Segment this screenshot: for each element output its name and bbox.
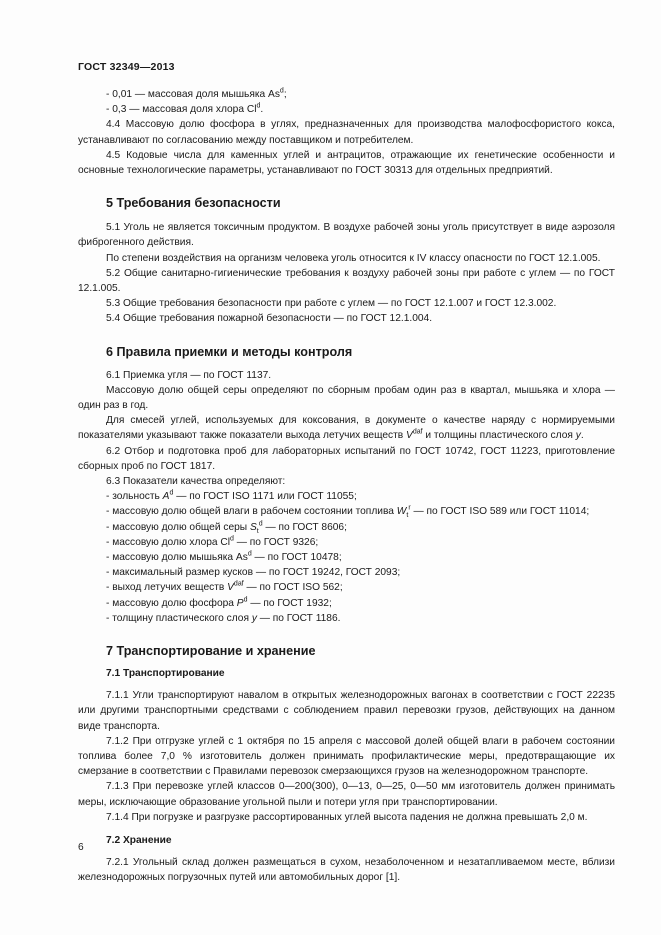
- section-6-heading: 6 Правила приемки и методы контроля: [106, 344, 353, 359]
- paragraph-6-1-b: Массовую долю общей серы определяют по сборным пробам один раз в квартал, мышьяка и хлора — один раз в год.: [78, 384, 615, 412]
- paragraph-5-2: 5.2 Общие санитарно-гигиенические требования к воздуху рабочей зоны при работе с углем — по ГОСТ 12.1.005.: [78, 267, 615, 295]
- paragraph-5-1: 5.1 Уголь не является токсичным продуктом. В воздухе рабочей зоны уголь присутствует в виде аэрозоля фиброгенного действия.: [78, 222, 615, 249]
- list-item: - 0,01 — массовая доля мышьяка As$^d$;: [106, 87, 287, 100]
- section-7-heading: 7 Транспортирование и хранение: [106, 644, 316, 659]
- paragraph-5-3: 5.3 Общие требования безопасности при работе с углем — по ГОСТ 12.1.007 и ГОСТ 12.3.002.: [106, 298, 557, 310]
- paragraph-7-2-1: 7.2.1 Угольный склад должен размещаться в сухом, незаболоченном и незатапливаемом месте, вблизи железнодорожных погрузочных путей или автомобильных дорог [1].: [78, 856, 615, 884]
- paragraph-7-1-3: 7.1.3 При перевозке углей классов 0—200(300), 0—13, 0—25, 0—50 мм изготовитель должен принимать меры, исключающие образование угольной пыли и потери угля при транспортировании.: [78, 781, 615, 808]
- paragraph-4-5: 4.5 Кодовые числа для каменных углей и антрацитов, отражающие их генетические особенности и основные технологические параметры, устанавливают по ГОСТ 30313 для отдельных предприятий.: [78, 149, 615, 177]
- paragraph-6-1-c: Для смесей углей, используемых для коксования, в документе о качестве наряду с нормируемыми показателями указывают также показатели выхода летучих веществ $V^{daf}$ и толщины пластического слоя y.: [78, 415, 615, 442]
- list-item: - 0,3 — массовая доля хлора Cl$^d$.: [106, 102, 264, 116]
- list-item: - выход летучих веществ $V^{daf}$ — по ГОСТ ISO 562;: [106, 581, 343, 594]
- subsection-7-1-heading: 7.1 Транспортирование: [106, 668, 225, 680]
- section-5-heading: 5 Требования безопасности: [106, 196, 281, 211]
- list-item: - массовую долю общей влаги в рабочем состоянии топлива $W_t^r$ — по ГОСТ ISO 589 или ГОСТ 11014;: [106, 505, 590, 520]
- list-item: - массовую долю хлора Cl$^d$ — по ГОСТ 9326;: [106, 535, 319, 548]
- paragraph-4-4: 4.4 Массовую долю фосфора в углях, предназначенных для производства малофосфористого кокса, устанавливают по согласованию между поставщиком и потребителем.: [78, 119, 615, 146]
- paragraph-5-1-b: По степени воздействия на организм человека уголь относится к IV классу опасности по ГОСТ 12.1.005.: [106, 252, 601, 264]
- list-item: - массовую долю общей серы $S_t^d$ — по ГОСТ 8606;: [106, 520, 347, 535]
- paragraph-7-1-2: 7.1.2 При отгрузке углей с 1 октября по 15 апреля с массовой долей общей влаги в рабочем состоянии топлива более 7,0 % изготовитель должен принимать профилактические меры, предотвращающие их смерзание в соответствии с Правилами перевозок смерзающихся грузов на железнодорожном транспорте.: [78, 735, 615, 778]
- paragraph-6-2: 6.2 Отбор и подготовка проб для лабораторных испытаний по ГОСТ 10742, ГОСТ 11223, приготовление сборных проб по ГОСТ 1817.: [78, 445, 615, 472]
- document-body: [78, 87, 615, 885]
- list-item: - максимальный размер кусков — по ГОСТ 19242, ГОСТ 2093;: [106, 567, 401, 579]
- list-item: - массовую долю мышьяка As$^d$ — по ГОСТ 10478;: [106, 550, 342, 564]
- list-item: - толщину пластического слоя y — по ГОСТ 1186.: [106, 612, 341, 624]
- document-code: ГОСТ 32349—2013: [78, 61, 175, 73]
- page-number: 6: [78, 842, 84, 853]
- paragraph-7-1-1: 7.1.1 Угли транспортируют навалом в открытых железнодорожных вагонах в соответствии с ГОСТ 22235 или другими транспортными средствами с соблюдением правил перевозки грузов, действующих на данном виде транспорта.: [78, 690, 615, 732]
- paragraph-7-1-4: 7.1.4 При погрузке и разгрузке рассортированных углей высота падения не должна превышать 2,0 м.: [106, 811, 588, 823]
- paragraph-6-3: 6.3 Показатели качества определяют:: [106, 476, 286, 488]
- list-item: - зольность $A^d$ — по ГОСТ ISO 1171 или ГОСТ 11055;: [106, 489, 357, 503]
- list-item: - массовую долю фосфора $P^d$ — по ГОСТ 1932;: [106, 596, 332, 609]
- paragraph-6-1: 6.1 Приемка угля — по ГОСТ 1137.: [106, 369, 272, 381]
- paragraph-5-4: 5.4 Общие требования пожарной безопасности — по ГОСТ 12.1.004.: [106, 313, 433, 325]
- quality-indicators-list: [78, 489, 615, 626]
- subsection-7-2-heading: 7.2 Хранение: [106, 834, 172, 846]
